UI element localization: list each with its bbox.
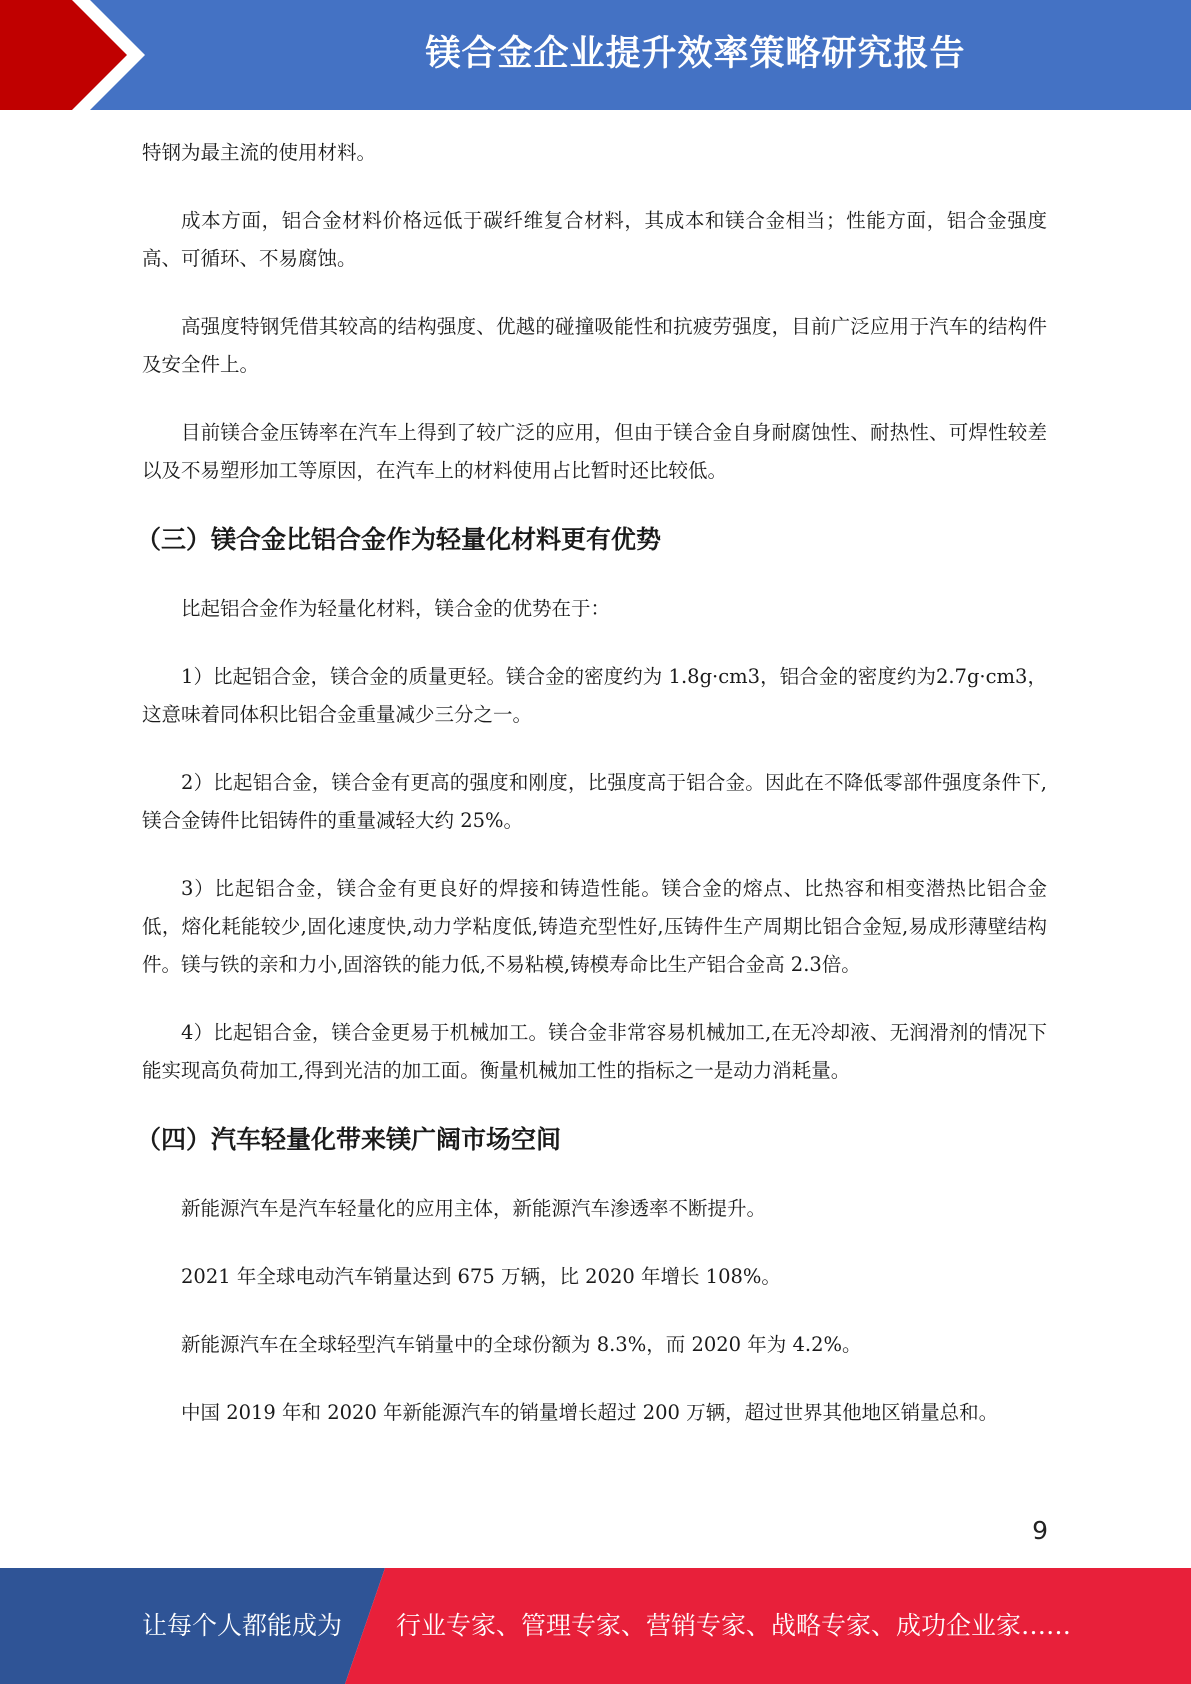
paragraph: 2021 年全球电动汽车销量达到 675 万辆，比 2020 年增长 108%。 [181, 1265, 781, 1288]
page-footer [0, 1568, 1191, 1684]
footer-slogan-left: 让每个人都能成为 [142, 1611, 343, 1640]
report-title: 镁合金企业提升效率策略研究报告 [425, 34, 966, 74]
paragraph: 新能源汽车是汽车轻量化的应用主体，新能源汽车渗透率不断提升。 [181, 1197, 767, 1220]
paragraph: 新能源汽车在全球轻型汽车销量中的全球份额为 8.3%，而 2020 年为 4.2%。 [181, 1333, 862, 1356]
paragraph: 比起铝合金作为轻量化材料，镁合金的优势在于： [181, 597, 611, 620]
paragraph: 4）比起铝合金，镁合金更易于机械加工。镁合金非常容易机械加工,在无冷却液、无润滑剂的情况下能实现高负荷加工,得到光洁的加工面。衡量机械加工性的指标之一是动力消耗量。 [142, 1021, 1047, 1082]
paragraph: 中国 2019 年和 2020 年新能源汽车的销量增长超过 200 万辆，超过世界其他地区销量总和。 [181, 1401, 999, 1424]
page-number: 9 [1032, 1516, 1048, 1545]
paragraph: 3）比起铝合金，镁合金有更良好的焊接和铸造性能。镁合金的熔点、比热容和相变潜热比铝合金低，熔化耗能较少,固化速度快,动力学粘度低,铸造充型性好,压铸件生产周期比铝合金短,易成形薄壁结构件。镁与铁的亲和力小,固溶铁的能力低,不易粘模,铸模寿命比生产铝合金高 2.3倍。 [142, 877, 1047, 976]
header-chevron-decoration [0, 0, 160, 110]
paragraph: 2）比起铝合金，镁合金有更高的强度和刚度，比强度高于铝合金。因此在不降低零部件强度条件下,镁合金铸件比铝铸件的重量减轻大约 25%。 [142, 771, 1047, 832]
page-header [0, 0, 1191, 110]
paragraph: 目前镁合金压铸率在汽车上得到了较广泛的应用，但由于镁合金自身耐腐蚀性、耐热性、可焊性较差以及不易塑形加工等原因，在汽车上的材料使用占比暂时还比较低。 [142, 421, 1047, 482]
section-heading: （四）汽车轻量化带来镁广阔市场空间 [136, 1125, 562, 1154]
paragraph: 特钢为最主流的使用材料。 [142, 141, 377, 164]
paragraph: 高强度特钢凭借其较高的结构强度、优越的碰撞吸能性和抗疲劳强度，目前广泛应用于汽车的结构件及安全件上。 [142, 315, 1047, 376]
section-heading: （三）镁合金比铝合金作为轻量化材料更有优势 [136, 525, 662, 554]
document-body [136, 134, 1047, 1462]
footer-slogan-right: 行业专家、管理专家、营销专家、战略专家、成功企业家…… [396, 1611, 1072, 1640]
paragraph: 成本方面，铝合金材料价格远低于碳纤维复合材料，其成本和镁合金相当；性能方面，铝合金强度高、可循环、不易腐蚀。 [142, 209, 1047, 270]
paragraph: 1）比起铝合金，镁合金的质量更轻。镁合金的密度约为 1.8g·cm3，铝合金的密度约为2.7g·cm3，这意味着同体积比铝合金重量减少三分之一。 [142, 665, 1047, 726]
